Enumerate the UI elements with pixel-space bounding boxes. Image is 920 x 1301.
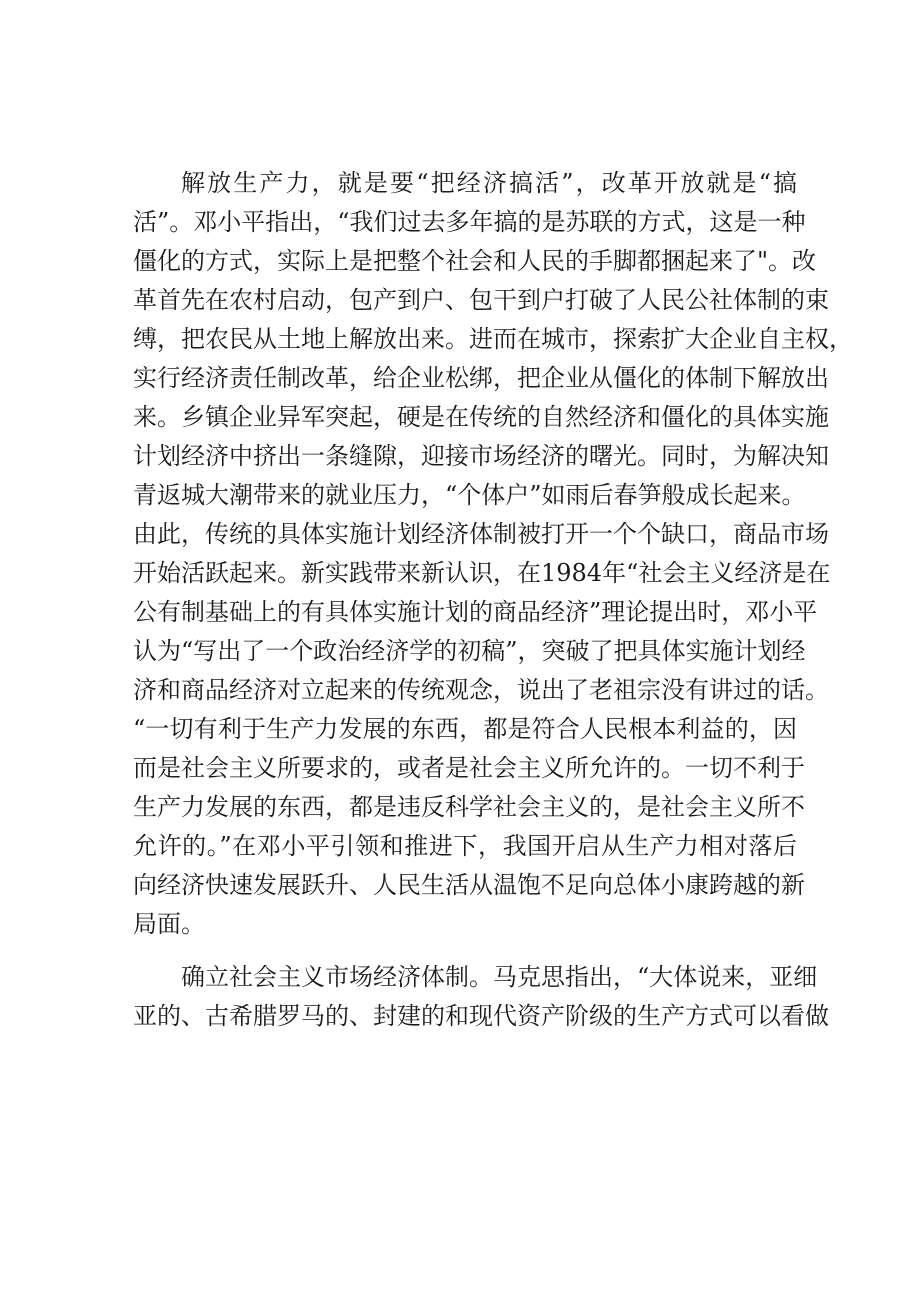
text-line: 确立社会主义市场经济体制。马克思指出，“大体说来，亚细 — [181, 963, 818, 991]
article-body — [133, 164, 853, 1036]
text-line: 青返城大潮带来的就业压力，“个体户”如雨后春笋般成长起来。 — [133, 481, 806, 509]
text-line: 济和商品经济对立起来的传统观念，说出了老祖宗没有讲过的话。 — [133, 676, 829, 704]
text-line: 解放生产力，就是要“把经济搞活”，改革开放就是“搞 — [181, 169, 797, 197]
paragraph-1 — [133, 164, 853, 944]
text-line: 僵化的方式，实际上是把整个社会和人民的手脚都捆起来了"。改 — [133, 247, 817, 275]
text-line: 开始活跃起来。新实践带来新认识，在1984年“社会主义经济是在 — [133, 559, 831, 587]
text-line: 亚的、古希腊罗马的、封建的和现代资产阶级的生产方式可以看做 — [133, 1002, 829, 1030]
text-line: 活”。邓小平指出，“我们过去多年搞的是苏联的方式，这是一种 — [133, 208, 806, 236]
text-line: 由此，传统的具体实施计划经济体制被打开一个个缺口，商品市场 — [133, 520, 829, 548]
text-line: 公有制基础上的有具体实施计划的商品经济”理论提出时，邓小平 — [133, 598, 818, 626]
text-line: 缚，把农民从土地上解放出来。进而在城市，探索扩大企业自主权， — [133, 325, 853, 353]
text-line: 实行经济责任制改革，给企业松绑，把企业从僵化的体制下解放出 — [133, 364, 829, 392]
text-line: “一切有利于生产力发展的东西，都是符合人民根本利益的，因 — [133, 715, 797, 743]
text-line: 认为“写出了一个政治经济学的初稿”，突破了把具体实施计划经 — [133, 637, 806, 665]
text-line: 允许的。”在邓小平引领和推进下，我国开启从生产力相对落后 — [133, 832, 797, 860]
text-line: 革首先在农村启动，包产到户、包干到户打破了人民公社体制的束 — [133, 286, 829, 314]
text-line: 来。乡镇企业异军突起，硬是在传统的自然经济和僵化的具体实施 — [133, 403, 829, 431]
text-line: 而是社会主义所要求的，或者是社会主义所允许的。一切不利于 — [133, 754, 805, 782]
text-line: 局面。 — [133, 910, 205, 938]
paragraph-2 — [133, 958, 829, 1036]
text-line: 生产力发展的东西，都是违反科学社会主义的，是社会主义所不 — [133, 793, 805, 821]
text-line: 向经济快速发展跃升、人民生活从温饱不足向总体小康跨越的新 — [133, 871, 805, 899]
text-line: 计划经济中挤出一条缝隙，迎接市场经济的曙光。同时，为解决知 — [133, 442, 829, 470]
